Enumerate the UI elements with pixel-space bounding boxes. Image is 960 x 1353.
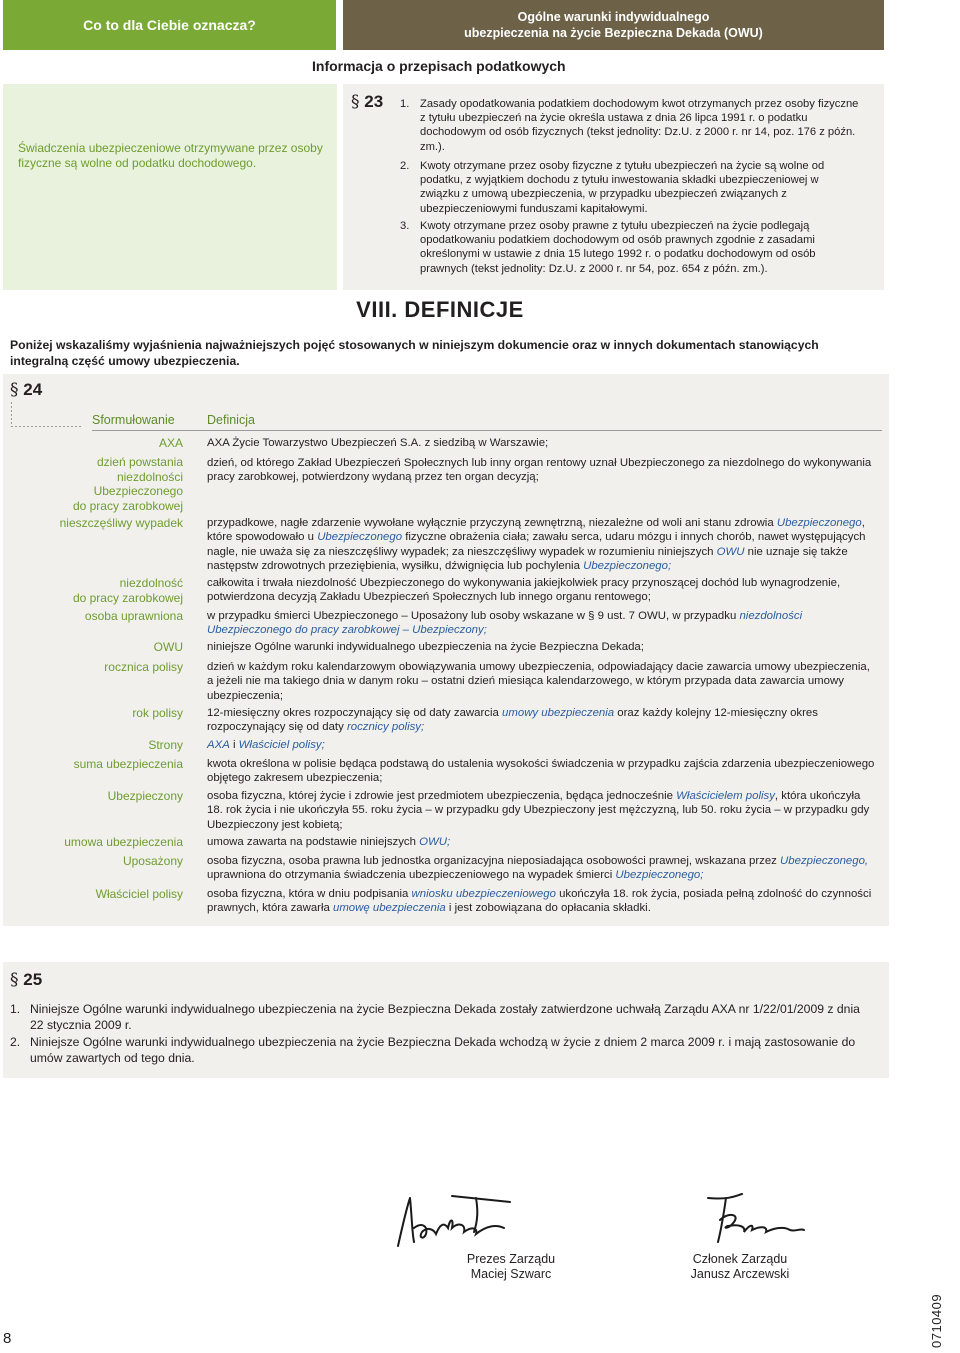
def-suma-ubezpieczenia: kwota określona w polisie będąca podstawą do ustalenia wysokości świadczenia w przypadku zajścia zdarzenia ubezpieczeniowego objętego zakresem ubezpieczenia; bbox=[207, 758, 875, 785]
term-dzien-line-4: do pracy zarobkowej bbox=[72, 498, 183, 513]
signature-name: Maciej Szwarc bbox=[470, 1267, 552, 1281]
def-umowa-link1: OWU; bbox=[419, 836, 451, 848]
term-rocznica-polisy: rocznica polisy bbox=[104, 660, 183, 674]
def-dzien-powstania: dzień, od którego Zakład Ubezpieczeń Społecznych lub inny organ rentowy uznał Ubezpieczonego za niezdolnego do wykonywania pracy zarobkowej, potwierdzony wydaną przez ten organ decyzją; bbox=[207, 457, 872, 484]
term-rok-polisy: rok polisy bbox=[132, 706, 183, 720]
def-ubezp-part2: , która ukończyła 18. rok życia i nie ukończyła 55. roku życia – w przypadku gdy Ubezpieczony jest mężczyzną, lub 50. roku życia – w przypadku gdy Ubezpieczony jest kobietą; bbox=[207, 790, 870, 831]
document-code: 0710409 bbox=[929, 1293, 944, 1348]
def-upr-link1: niezdolności Ubezpieczonego do pracy zarobkowej – Ubezpieczony; bbox=[207, 610, 803, 637]
def-umowa-ubezpieczenia bbox=[207, 835, 879, 849]
term-dzien-powstania bbox=[3, 455, 183, 513]
green-note-panel bbox=[3, 84, 337, 290]
def-niezdolnosc: całkowita i trwała niezdolność Ubezpieczonego do wykonywania jakiejkolwiek pracy przynoszącej dochód lub wynagrodzenie, potwierdzona decyzją Zakładu Ubezpieczeń Społecznych lub innego organu rentowego; bbox=[207, 577, 841, 604]
section-number: 23 bbox=[364, 92, 384, 111]
term-nieszczesliwy-wypadek: nieszczęśliwy wypadek bbox=[59, 516, 183, 530]
definitions-intro: Poniżej wskazaliśmy wyjaśnienia najważniejszych pojęć stosowanych w niniejszym dokumencie oraz w innych dokumentach stanowiących integralną część umowy ubezpieczenia. bbox=[10, 338, 819, 368]
final-item-2-text: Niniejsze Ogólne warunki indywidualnego ubezpieczenia na życie Bezpieczna Dekada wchodzą w życie z dniem 2 marca 2009 r. i mają zastosowanie do umów zawartych od tego dnia. bbox=[30, 1035, 856, 1065]
signature-role: Członek Zarządu bbox=[692, 1252, 788, 1266]
def-upr-part1: w przypadku śmierci Ubezpieczonego – Uposażony lub osoby wskazane w § 9 ust. 7 OWU, w przypadku bbox=[207, 610, 740, 622]
signature-block-board-member bbox=[650, 1252, 830, 1282]
section-25-heading bbox=[10, 970, 43, 990]
tax-item-3 bbox=[400, 219, 860, 276]
tax-item-2-text: Kwoty otrzymane przez osoby fizyczne z tytułu ubezpieczeń na życie są wolne od podatku, z wyjątkiem dochodu z tytułu inwestowania składki ubezpieczeniowej w związku z umową ubezpieczenia, w przypadku ubezpieczeń związanych z ubezpieczeniowymi funduszami kapitałowymi. bbox=[420, 160, 825, 215]
final-item-1-text: Niniejsze Ogólne warunki indywidualnego ubezpieczenia na życie Bezpieczna Dekada zostały zatwierdzone uchwałą Zarządu AXA nr 1/22/01/2009 z dnia 22 stycznia 2009 r. bbox=[30, 1002, 860, 1032]
signature-board-member bbox=[688, 1190, 818, 1250]
def-strony bbox=[207, 738, 879, 752]
def-nw-part1: przypadkowe, nagłe zdarzenie wywołane wyłącznie przyczyną zewnętrzną, niezależne od woli ani stanu zdrowia bbox=[207, 517, 777, 529]
header-right-bar bbox=[343, 0, 884, 50]
tax-item-2-num: 2. bbox=[400, 160, 410, 172]
def-strony-link1: AXA bbox=[207, 739, 230, 751]
term-dzien-line-2: niezdolności bbox=[116, 469, 183, 484]
term-axa: AXA bbox=[158, 436, 183, 450]
tax-item-1-text: Zasady opodatkowania podatkiem dochodowym kwot otrzymanych przez osoby fizyczne z tytułu ubezpieczeń na życie określa ustawa z dnia 26 lipca 1991 r. o podatku dochodowym od osób fizycznych (tekst jednolity: Dz.U. z 2000 r. nr 14, poz. 176 z późn. zm.). bbox=[420, 98, 859, 153]
def-umowa-part1: umowa zawarta na podstawie niniejszych bbox=[207, 836, 420, 848]
tax-item-1 bbox=[400, 97, 860, 154]
term-suma-ubezpieczenia: suma ubezpieczenia bbox=[73, 757, 183, 771]
tax-item-3-num: 3. bbox=[400, 220, 410, 232]
tax-info-title: Informacja o przepisach podatkowych bbox=[312, 58, 566, 74]
def-uposaz-link2: Ubezpieczonego; bbox=[615, 869, 704, 882]
final-item-1-num: 1. bbox=[10, 1002, 21, 1016]
section-symbol: § bbox=[10, 380, 19, 400]
def-wlasc-part1: osoba fizyczna, która w dniu podpisania bbox=[207, 888, 412, 900]
def-uposaz-part2: uprawniona do otrzymania świadczenia ubezpieczeniowego na wypadek śmierci bbox=[207, 869, 616, 882]
def-wlasc-part2: ukończyła 18. rok życia, posiada pełną zdolność do czynności prawnych, która zawarła bbox=[207, 888, 872, 915]
final-item-1 bbox=[10, 1002, 870, 1033]
term-dzien-line-3: Ubezpieczonego bbox=[93, 484, 183, 498]
def-rok-link2: rocznicy polisy; bbox=[346, 721, 425, 734]
dotted-marker-horizontal bbox=[11, 426, 83, 427]
section-number: 24 bbox=[23, 380, 43, 399]
header-left-bar bbox=[3, 0, 336, 50]
chapter-title: VIII. DEFINICJE bbox=[356, 297, 524, 322]
tax-item-2 bbox=[400, 159, 860, 216]
def-wlasc-link2: umowę ubezpieczenia bbox=[332, 902, 446, 915]
signature-role: Prezes Zarządu bbox=[466, 1252, 556, 1266]
final-item-2-num: 2. bbox=[10, 1035, 21, 1049]
def-nw-link4: Ubezpieczonego; bbox=[583, 560, 672, 573]
column-header-definition: Definicja bbox=[207, 413, 255, 427]
def-rok-part1: 12-miesięczny okres rozpoczynający się od daty zawarcia bbox=[207, 707, 503, 719]
dotted-marker-vertical bbox=[11, 402, 12, 426]
header-right-title-line2: ubezpieczenia na życie Bezpieczna Dekada (OWU) bbox=[464, 26, 763, 40]
term-owu: OWU bbox=[153, 640, 183, 654]
def-nw-link3: OWU bbox=[716, 545, 745, 558]
def-ubezp-part1: osoba fizyczna, której życie i zdrowie jest przedmiotem ubezpieczenia, będąca jednocześnie bbox=[207, 790, 677, 802]
def-rok-polisy bbox=[207, 706, 879, 735]
section-symbol: § bbox=[10, 970, 19, 990]
def-uposaz-part1: osoba fizyczna, osoba prawna lub jednostka organizacyjna nieposiadająca osobowości prawnej, wskazana przez bbox=[207, 855, 781, 867]
def-nw-part2: , które spowodowało u bbox=[207, 517, 865, 544]
term-dzien-line-1: dzień powstania bbox=[96, 455, 183, 469]
def-axa: AXA Życie Towarzystwo Ubezpieczeń S.A. z siedzibą w Warszawie; bbox=[207, 437, 549, 449]
def-osoba-uprawniona bbox=[207, 609, 879, 638]
signature-name: Janusz Arczewski bbox=[690, 1267, 790, 1281]
term-ubezpieczony: Ubezpieczony bbox=[107, 789, 183, 803]
green-note-text: Świadczenia ubezpieczeniowe otrzymywane przez osoby fizyczne są wolne od podatku dochodowego. bbox=[18, 141, 323, 170]
def-wlasc-link1: wniosku ubezpieczeniowego bbox=[411, 888, 556, 900]
def-nieszczesliwy-wypadek bbox=[207, 516, 879, 574]
def-strony-part1: i bbox=[229, 739, 239, 751]
header-left-title: Co to dla Ciebie oznacza? bbox=[83, 17, 256, 33]
def-uposazony bbox=[207, 854, 879, 883]
page-number: 8 bbox=[3, 1330, 12, 1347]
tax-item-1-num: 1. bbox=[400, 98, 410, 110]
def-wlasc-part3: i jest zobowiązana do opłacania składki. bbox=[445, 902, 651, 915]
term-strony: Strony bbox=[148, 738, 183, 752]
def-uposaz-link1: Ubezpieczonego, bbox=[780, 855, 869, 867]
header-divider bbox=[92, 430, 882, 431]
def-rok-part2: oraz każdy kolejny 12-miesięczny okres rozpoczynający się od daty bbox=[207, 707, 818, 734]
section-23-heading bbox=[351, 92, 384, 112]
term-niezdolnosc bbox=[3, 576, 183, 605]
def-nw-part3: fizyczne obrażenia ciała; zawału serca, udaru mózgu i innych chorób, nawet występujących nagle, nie uważa się za nieszczęśliwy wypadek; za nieszczęśliwy wypadek w rozumieniu niniejszych bbox=[207, 531, 866, 558]
signature-block-president bbox=[421, 1252, 601, 1282]
section-number: 25 bbox=[23, 970, 43, 989]
def-ubezp-link1: Właścicielem polisy bbox=[676, 790, 775, 802]
header-right-title-line1: Ogólne warunki indywidualnego bbox=[517, 10, 710, 24]
tax-item-3-text: Kwoty otrzymane przez osoby prawne z tytułu ubezpieczeń na życie podlegają opodatkowaniu podatkiem dochodowym od osób prawnych zgodnie z zasadami określonymi w ustawie z dnia 15 lutego 1992 r. o podatku dochodowym od osób prawnych (tekst jednolity: Dz.U. z 2000 r. nr 54, poz. 654 z późn. zm.). bbox=[420, 220, 816, 275]
term-wlasciciel-polisy: Właściciel polisy bbox=[95, 887, 183, 901]
term-uposazony: Uposażony bbox=[122, 854, 183, 868]
def-nw-link1: Ubezpieczonego bbox=[776, 517, 862, 529]
column-header-term: Sformułowanie bbox=[92, 413, 175, 427]
term-niezdolnosc-line-1: niezdolność bbox=[119, 576, 183, 590]
section-symbol: § bbox=[351, 92, 360, 112]
def-rocznica-polisy: dzień w każdym roku kalendarzowym obowiązywania umowy ubezpieczenia, odpowiadający dacie zawarcia umowy ubezpieczenia, a jeżeli nie ma takiego dnia w danym roku – ostatni dzień miesiąca kalendarzowego, w którym przypada data zawarcia umowy ubezpieczenia; bbox=[207, 661, 870, 702]
final-item-2 bbox=[10, 1035, 870, 1066]
def-strony-link2: Właściciel polisy; bbox=[238, 739, 325, 751]
def-ubezpieczony bbox=[207, 789, 879, 832]
def-owu: niniejsze Ogólne warunki indywidualnego ubezpieczenia na życie Bezpieczna Dekada; bbox=[207, 641, 644, 653]
term-niezdolnosc-line-2: do pracy zarobkowej bbox=[72, 590, 183, 605]
term-umowa-ubezpieczenia: umowa ubezpieczenia bbox=[64, 835, 183, 849]
section-24-heading bbox=[10, 380, 43, 400]
def-wlasciciel-polisy bbox=[207, 887, 879, 916]
term-osoba-uprawniona: osoba uprawniona bbox=[84, 609, 183, 623]
def-rok-link1: umowy ubezpieczenia bbox=[502, 707, 615, 719]
def-nw-link2: Ubezpieczonego bbox=[317, 531, 403, 544]
def-nw-part4: nie uznaje się także następstw zdrowotnych przeziębienia, wysiłku, dźwignięcia lub pochylenia bbox=[207, 545, 848, 573]
signature-president bbox=[392, 1188, 542, 1250]
